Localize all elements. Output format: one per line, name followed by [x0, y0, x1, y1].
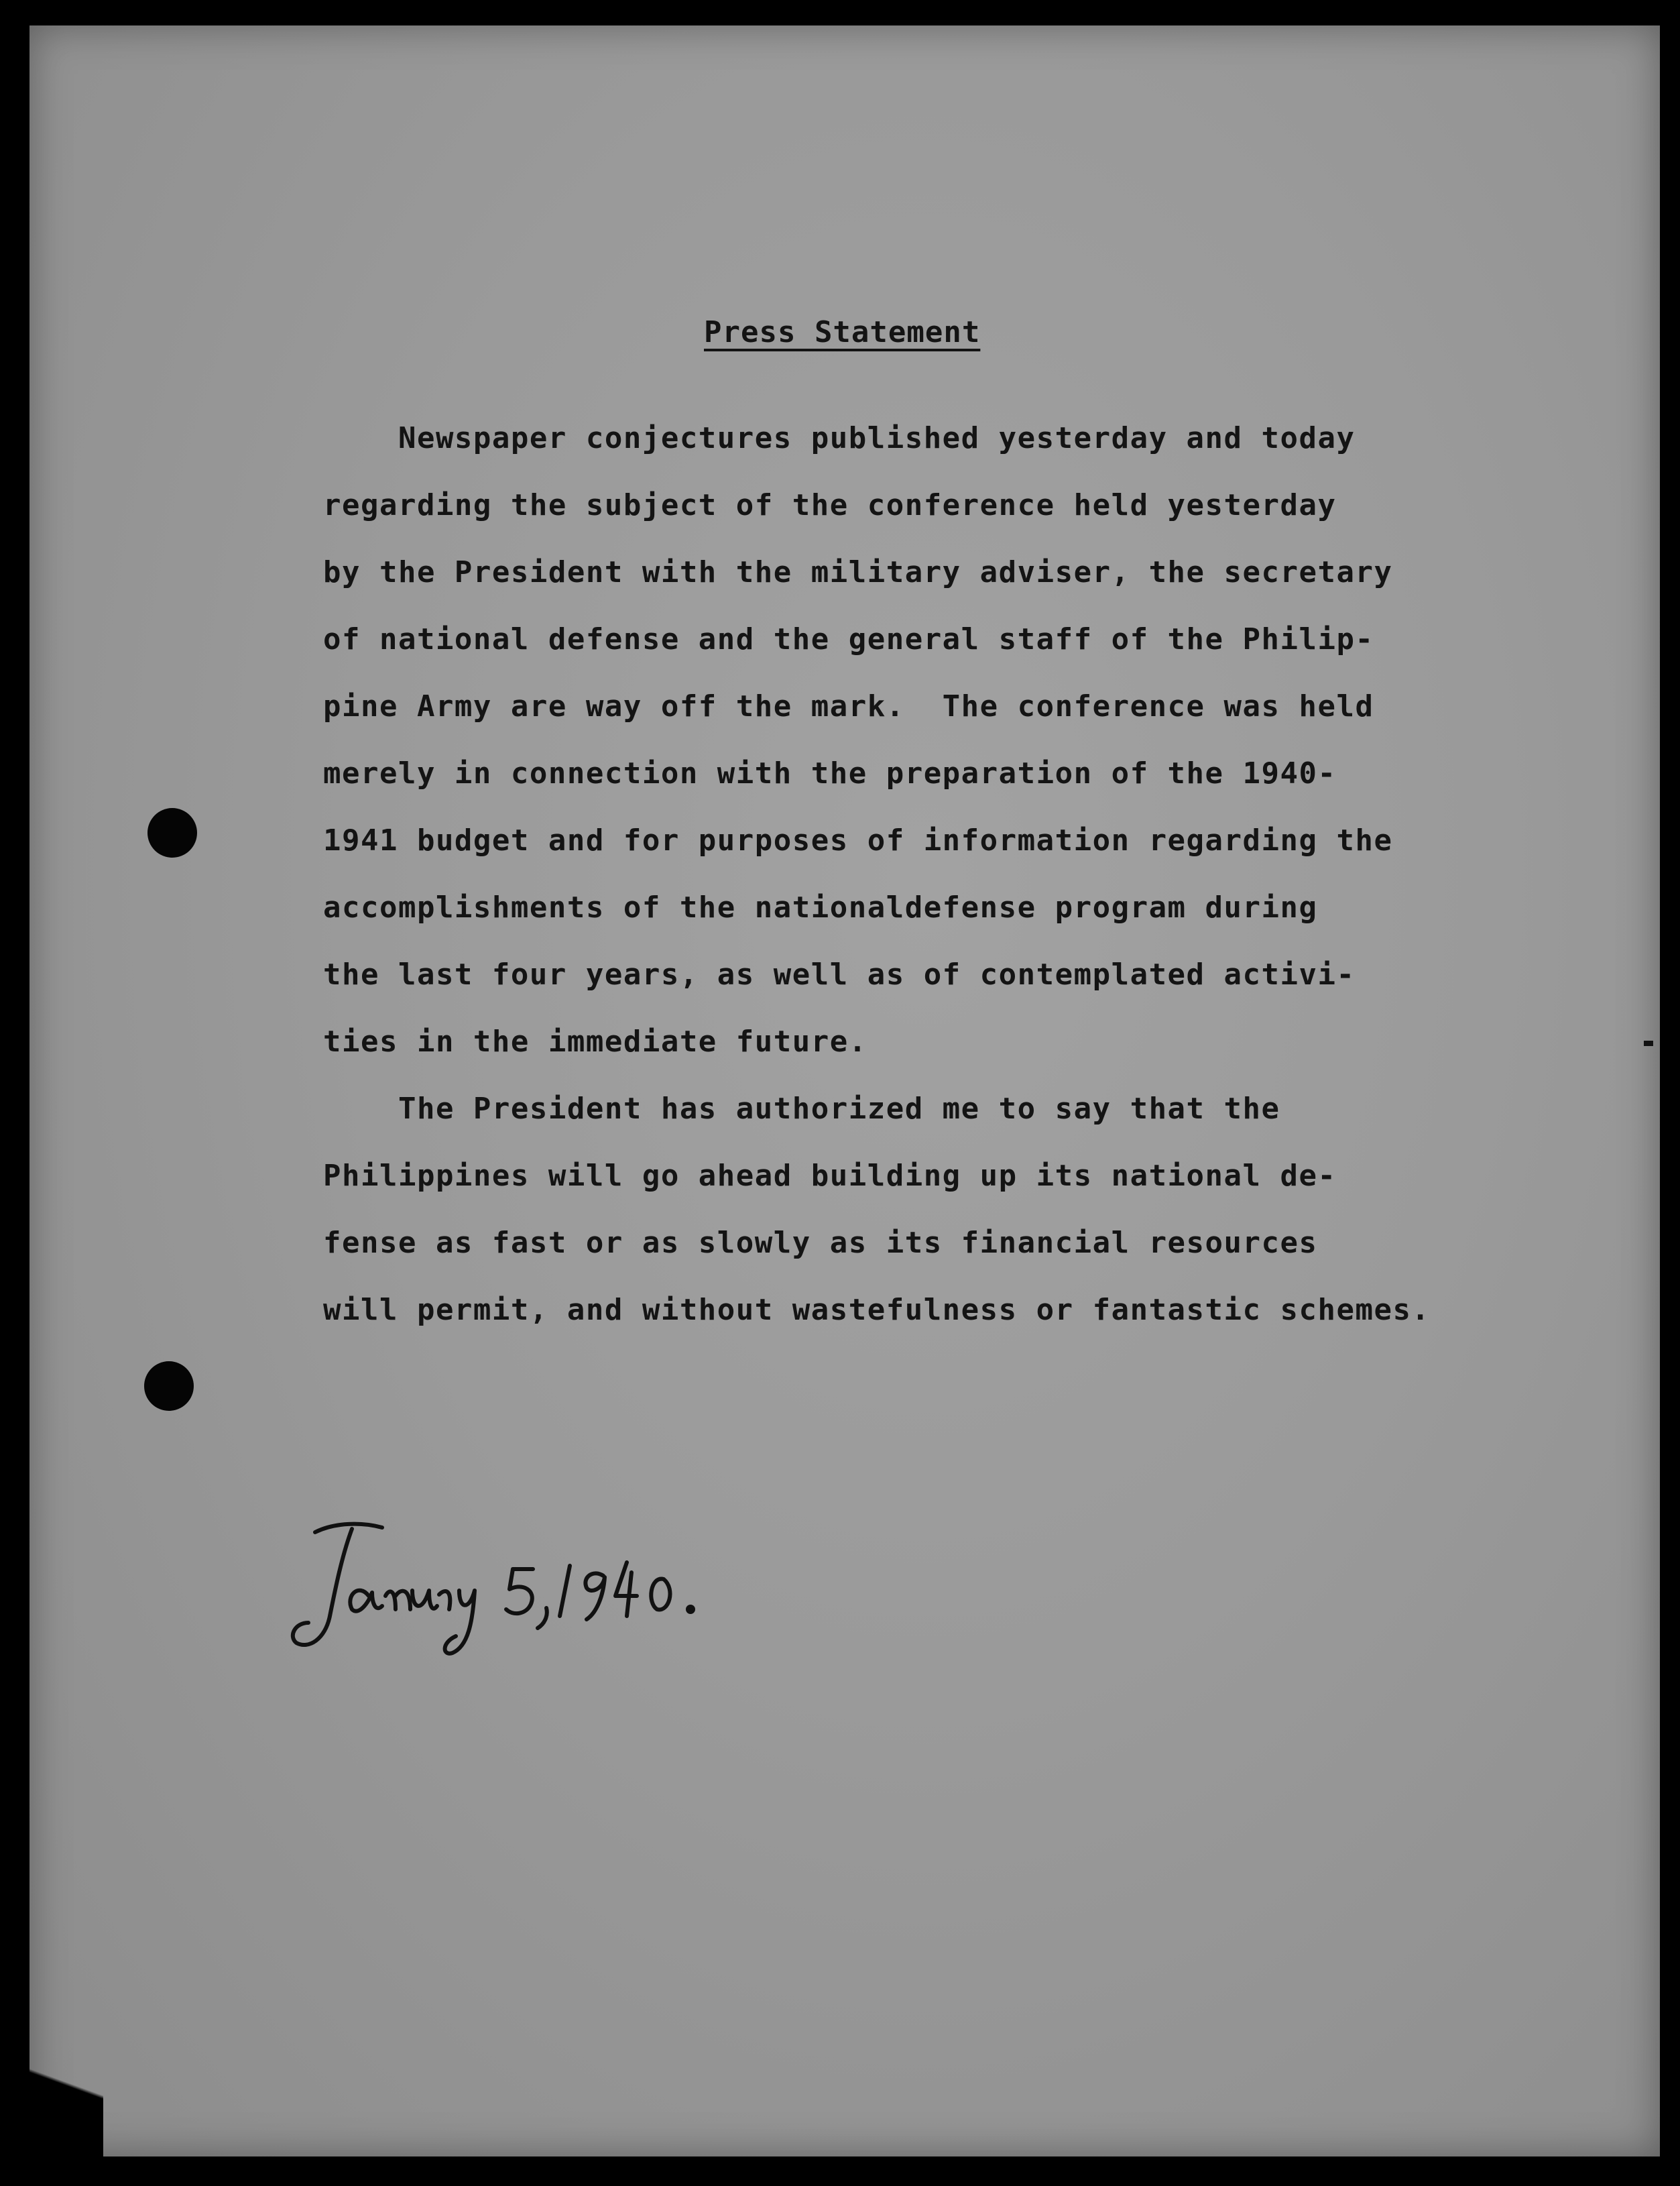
body-line: regarding the subject of the conference held yesterday [323, 488, 1337, 522]
edge-mark [1644, 1041, 1653, 1046]
handwritten-date [288, 1515, 771, 1663]
body-line: ties in the immediate future. [323, 1025, 867, 1059]
body-line: the last four years, as well as of contemplated activi- [323, 958, 1356, 992]
body-line: of national defense and the general staff of the Philip- [323, 622, 1374, 656]
folded-corner [29, 2005, 103, 2159]
punch-hole-icon [144, 1361, 194, 1411]
body-line: pine Army are way off the mark. The conference was held [323, 689, 1374, 724]
body-line: The President has authorized me to say that the [323, 1092, 1280, 1126]
body-line: merely in connection with the preparation of the 1940- [323, 756, 1337, 791]
body-line: 1941 budget and for purposes of information regarding the [323, 823, 1393, 858]
body-line: fense as fast or as slowly as its financial resources [323, 1226, 1318, 1260]
body-line: by the President with the military adviser, the secretary [323, 555, 1393, 589]
body-line: will permit, and without wastefulness or fantastic schemes. [323, 1293, 1431, 1327]
punch-hole-icon [147, 808, 197, 858]
page-title: Press Statement [704, 315, 981, 349]
body-line: Newspaper conjectures published yesterday and today [323, 421, 1356, 455]
body-line: Philippines will go ahead building up its national de- [323, 1159, 1337, 1193]
body-line: accomplishments of the nationaldefense program during [323, 890, 1318, 925]
